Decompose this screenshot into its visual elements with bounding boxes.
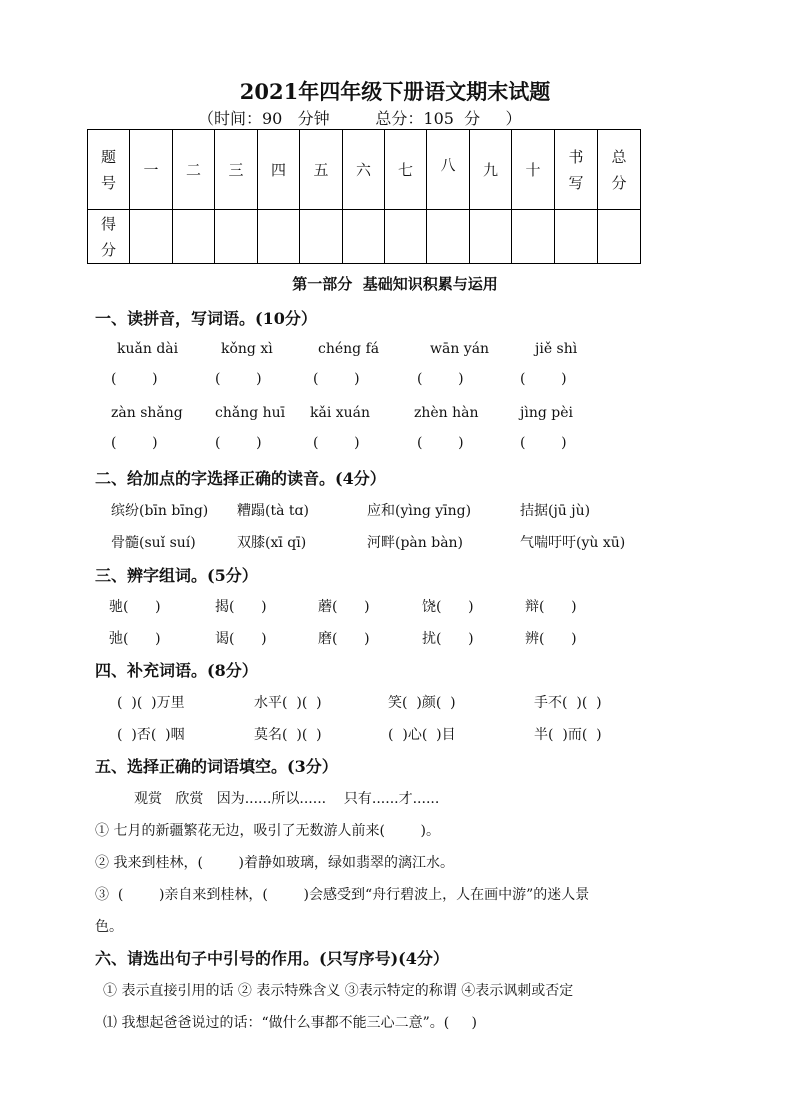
- answer-blank[interactable]: ( ): [520, 371, 567, 387]
- section-3-heading: 三、辨字组词。(5分）: [95, 566, 258, 585]
- pinyin-item: jìng pèi: [520, 405, 573, 421]
- score-input-cell[interactable]: [470, 210, 512, 264]
- quote-function-options: ① 表示直接引用的话 ② 表示特殊含义 ③表示特定的称谓 ④表示讽刺或否定: [103, 983, 574, 999]
- idiom-blank[interactable]: 笑( )颜( ): [388, 695, 456, 711]
- column-header-cell: 十: [512, 130, 555, 210]
- score-input-cell[interactable]: [343, 210, 385, 264]
- question-1[interactable]: ① 七月的新疆繁花无边，吸引了无数游人前来( )。: [95, 823, 440, 839]
- pinyin-item: chéng fá: [318, 341, 380, 357]
- word-blank[interactable]: 揭( ): [215, 599, 267, 615]
- score-input-cell[interactable]: [555, 210, 598, 264]
- pinyin-item: zhèn hàn: [414, 405, 479, 421]
- score-table-header-row: [88, 130, 641, 210]
- column-header-cell: 一: [130, 130, 173, 210]
- word-blank[interactable]: 蘑( ): [318, 599, 370, 615]
- score-input-cell[interactable]: [512, 210, 555, 264]
- question-3[interactable]: ③ ( )亲自来到桂林，( )会感受到“舟行碧波上，人在画中游”的迷人景: [95, 887, 590, 903]
- pinyin-item: chǎng huī: [215, 405, 286, 421]
- word-blank[interactable]: 磨( ): [318, 631, 370, 647]
- answer-blank[interactable]: ( ): [520, 435, 567, 451]
- idiom-blank[interactable]: 水平( )( ): [254, 695, 322, 711]
- word-blank[interactable]: 扰( ): [422, 631, 474, 647]
- reading-choice[interactable]: 双膝(xī qī): [237, 535, 307, 551]
- reading-choice[interactable]: 糟蹋(tà tɑ): [237, 503, 309, 519]
- idiom-blank[interactable]: ( )否( )咽: [117, 727, 185, 743]
- word-options: 观赏 欣赏 因为......所以...... 只有......才......: [134, 791, 440, 807]
- answer-blank[interactable]: ( ): [111, 371, 158, 387]
- column-header-cell: 四: [258, 130, 300, 210]
- answer-blank[interactable]: ( ): [313, 435, 360, 451]
- section-1-heading: 一、读拼音，写词语。(10分）: [95, 309, 317, 328]
- column-header-cell: 书 写: [555, 130, 598, 210]
- idiom-blank[interactable]: 莫名( )( ): [254, 727, 322, 743]
- column-header-cell: 五: [300, 130, 343, 210]
- reading-choice[interactable]: 骨髓(suǐ suí): [111, 535, 196, 551]
- pinyin-item: wān yán: [430, 341, 490, 357]
- question-6-1[interactable]: ⑴ 我想起爸爸说过的话：“做什么事都不能三心二意”。( ): [103, 1015, 477, 1031]
- idiom-blank[interactable]: ( )心( )目: [388, 727, 456, 743]
- score-table: [87, 129, 641, 264]
- score-input-cell[interactable]: [300, 210, 343, 264]
- part-title: 第一部分 基础知识积累与运用: [292, 275, 498, 293]
- column-header-cell: 九: [470, 130, 512, 210]
- column-header-cell: 三: [215, 130, 258, 210]
- idiom-blank[interactable]: 半( )而( ): [534, 727, 602, 743]
- reading-choice[interactable]: 气喘吁吁(yù xū): [520, 535, 626, 551]
- score-table-score-row: [88, 210, 641, 264]
- answer-blank[interactable]: ( ): [417, 435, 464, 451]
- pinyin-item: zàn shǎng: [111, 405, 183, 421]
- reading-choice[interactable]: 拮据(jū jù): [520, 503, 591, 519]
- answer-blank[interactable]: ( ): [111, 435, 158, 451]
- exam-title: 2021年四年级下册语文期末试题: [239, 79, 551, 104]
- word-blank[interactable]: 谒( ): [215, 631, 267, 647]
- section-5-heading: 五、选择正确的词语填空。(3分）: [95, 757, 338, 776]
- column-header-cell: 总 分: [598, 130, 641, 210]
- score-input-cell[interactable]: [258, 210, 300, 264]
- header-label-cell: 题 号: [88, 130, 130, 210]
- idiom-blank[interactable]: 手不( )( ): [534, 695, 602, 711]
- score-input-cell[interactable]: [427, 210, 470, 264]
- word-blank[interactable]: 辩( ): [525, 599, 577, 615]
- score-input-cell[interactable]: [598, 210, 641, 264]
- score-input-cell[interactable]: [215, 210, 258, 264]
- score-label-cell: 得 分: [88, 210, 130, 264]
- section-2-heading: 二、给加点的字选择正确的读音。(4分）: [95, 469, 386, 488]
- answer-blank[interactable]: ( ): [417, 371, 464, 387]
- section-6-heading: 六、请选出句子中引号的作用。(只写序号)(4分）: [95, 949, 449, 968]
- reading-choice[interactable]: 河畔(pàn bàn): [367, 535, 464, 551]
- reading-choice[interactable]: 应和(yìng yīng): [367, 503, 472, 519]
- column-header-cell: 六: [343, 130, 385, 210]
- idiom-blank[interactable]: ( )( )万里: [117, 695, 185, 711]
- pinyin-item: jiě shì: [535, 341, 578, 357]
- section-4-heading: 四、补充词语。(8分）: [95, 661, 258, 680]
- answer-blank[interactable]: ( ): [215, 435, 262, 451]
- score-input-cell[interactable]: [130, 210, 173, 264]
- question-3-continued: 色。: [95, 919, 123, 935]
- pinyin-item: kǎi xuán: [310, 405, 371, 421]
- word-blank[interactable]: 驰( ): [109, 599, 161, 615]
- column-header-cell: 八: [427, 130, 470, 210]
- word-blank[interactable]: 弛( ): [109, 631, 161, 647]
- reading-choice[interactable]: 缤纷(bīn bīng): [111, 503, 209, 519]
- score-input-cell[interactable]: [385, 210, 427, 264]
- column-header-cell: 七: [385, 130, 427, 210]
- pinyin-item: kuǎn dài: [117, 341, 179, 357]
- score-input-cell[interactable]: [173, 210, 215, 264]
- pinyin-item: kǒng xì: [221, 341, 273, 357]
- answer-blank[interactable]: ( ): [313, 371, 360, 387]
- word-blank[interactable]: 饶( ): [422, 599, 474, 615]
- word-blank[interactable]: 辨( ): [525, 631, 577, 647]
- question-2[interactable]: ② 我来到桂林，( )着静如玻璃，绿如翡翠的漓江水。: [95, 855, 454, 871]
- column-header-cell: 二: [173, 130, 215, 210]
- exam-subtitle: （时间：90 分钟 总分：105 分 ）: [198, 109, 522, 128]
- answer-blank[interactable]: ( ): [215, 371, 262, 387]
